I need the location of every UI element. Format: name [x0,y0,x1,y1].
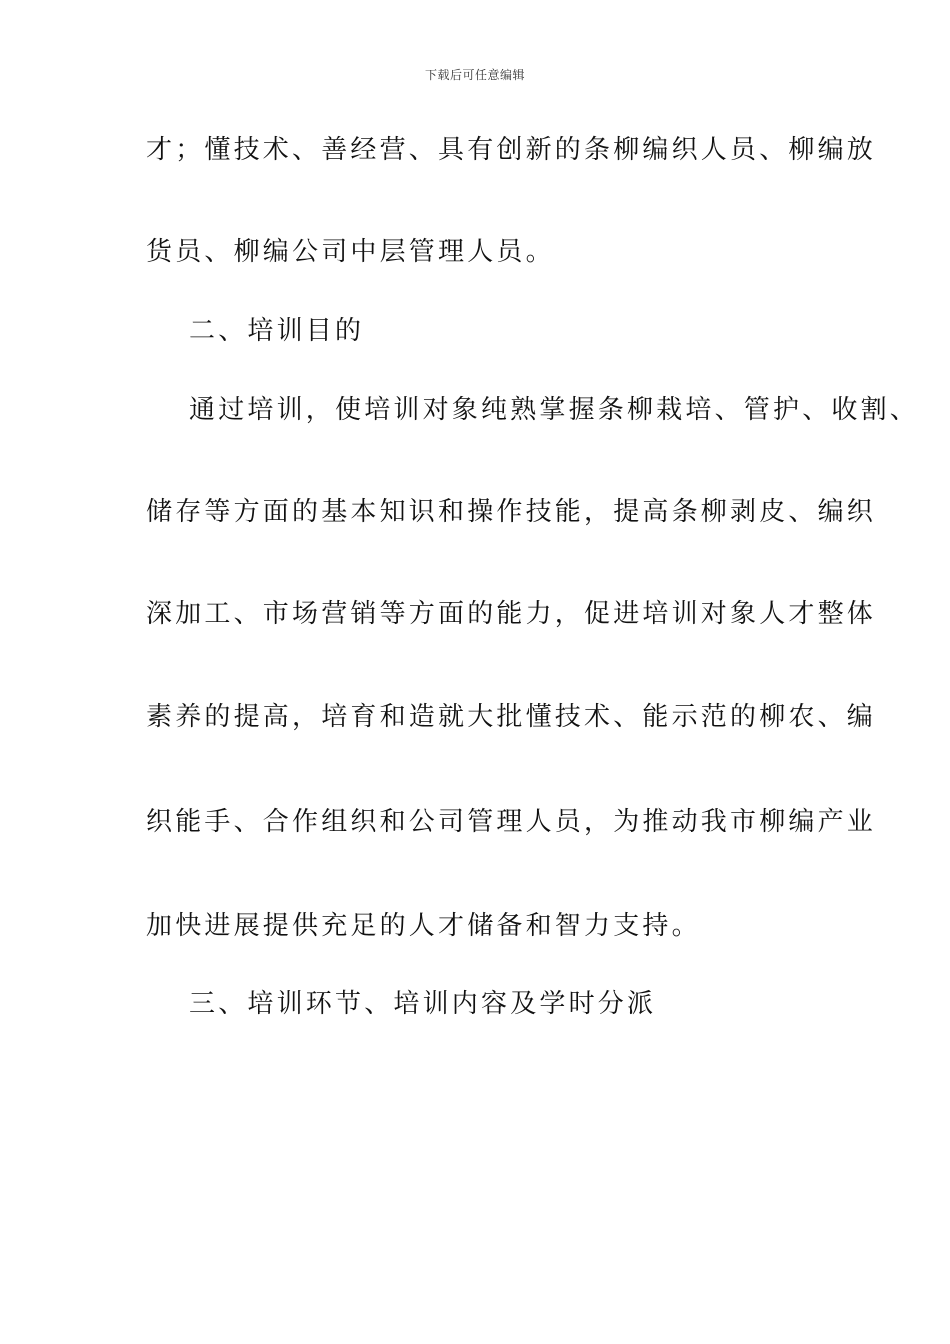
body-text-line: 通过培训，使培训对象纯熟掌握条柳栽培、管护、收割、 [189,395,920,425]
body-text-line: 织能手、合作组织和公司管理人员，为推动我市柳编产业 [146,807,877,837]
body-text-line: 储存等方面的基本知识和操作技能，提高条柳剥皮、编织 [146,497,877,527]
body-text-line: 深加工、市场营销等方面的能力，促进培训对象人才整体 [146,599,877,629]
body-text-line: 素养的提高，培育和造就大批懂技术、能示范的柳农、编 [146,702,877,732]
page-header-note: 下载后可任意编辑 [424,68,525,82]
body-text-line: 才；懂技术、善经营、具有创新的条柳编织人员、柳编放 [146,135,877,165]
section-heading-training-content: 三、培训环节、培训内容及学时分派 [189,989,657,1019]
body-text-line: 加快进展提供充足的人才储备和智力支持。 [146,911,701,941]
body-text-line: 货员、柳编公司中层管理人员。 [146,237,555,267]
section-heading-training-purpose: 二、培训目的 [189,316,365,346]
